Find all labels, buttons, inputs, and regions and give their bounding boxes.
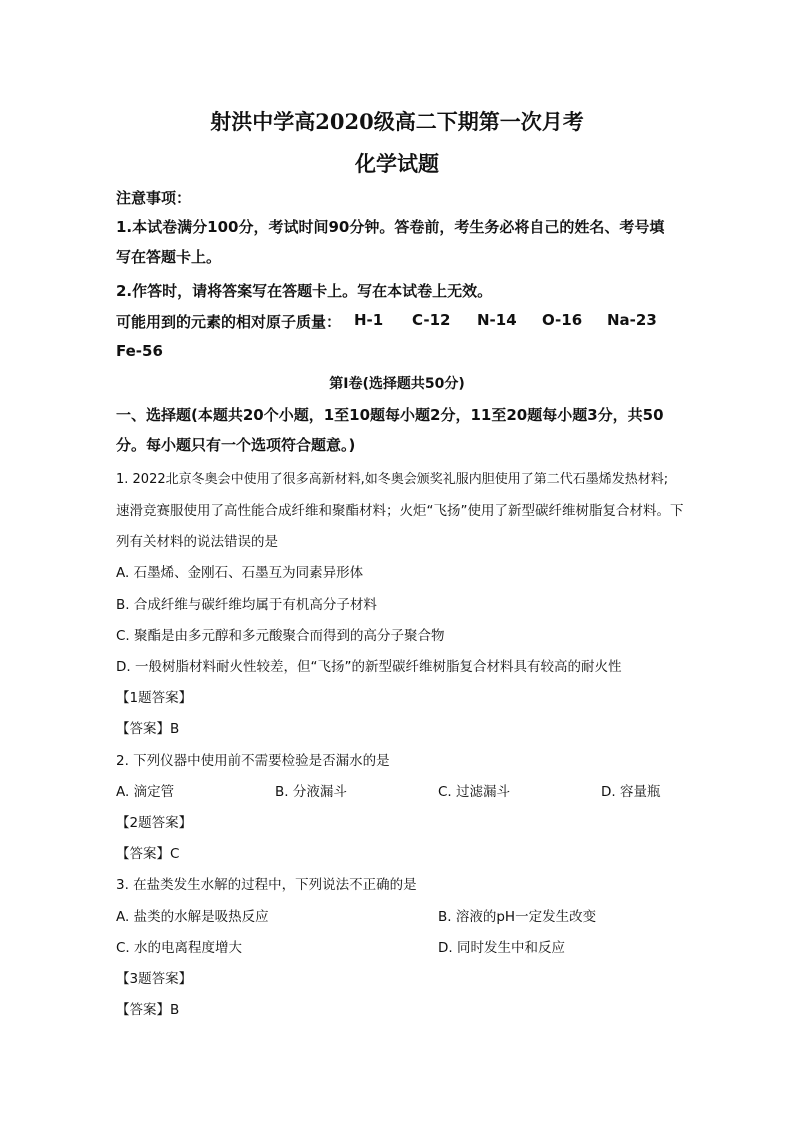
notes-heading: 注意事项： (116, 189, 192, 207)
notes-item-1-line-2: 写在答题卡上。 (116, 248, 222, 266)
question-3-option-a: A. 盐类的水解是吸热反应 (116, 909, 269, 925)
question-2-option-a: A. 滴定管 (116, 784, 175, 800)
question-3-stem: 3. 在盐类发生水解的过程中，下列说法不正确的是 (116, 877, 417, 893)
question-1-option-b: B. 合成纤维与碳纤维均属于有机高分子材料 (116, 597, 377, 613)
atomic-mass-h: H-1 (354, 311, 384, 329)
atomic-mass-fe: Fe-56 (116, 342, 163, 360)
atomic-masses-label: 可能用到的元素的相对原子质量： (116, 313, 342, 331)
question-1-option-d: D. 一般树脂材料耐火性较差，但“飞扬”的新型碳纤维树脂复合材料具有较高的耐火性 (116, 659, 622, 675)
exam-subtitle: 化学试题 (355, 151, 439, 176)
question-1-line-3: 列有关材料的说法错误的是 (116, 534, 278, 550)
question-1-option-c: C. 聚酯是由多元醇和多元酸聚合而得到的高分子聚合物 (116, 628, 445, 644)
notes-item-2: 2.作答时，请将答案写在答题卡上。写在本试卷上无效。 (116, 282, 493, 300)
section-instruction-line-1: 一、选择题(本题共20个小题，1至10题每小题2分，11至20题每小题3分，共50 (116, 406, 664, 424)
question-2-stem: 2. 下列仪器中使用前不需要检验是否漏水的是 (116, 753, 390, 769)
question-1-answer: 【答案】B (116, 721, 180, 737)
question-3-option-d: D. 同时发生中和反应 (438, 940, 565, 956)
question-3-option-c: C. 水的电离程度增大 (116, 940, 243, 956)
question-2-answer: 【答案】C (116, 846, 180, 862)
question-2-option-c: C. 过滤漏斗 (438, 784, 511, 800)
question-2-answer-tag: 【2题答案】 (116, 815, 193, 831)
question-1-option-a: A. 石墨烯、金刚石、石墨互为同素异形体 (116, 565, 364, 581)
atomic-mass-na: Na-23 (607, 311, 657, 329)
exam-title: 射洪中学高2020级高二下期第一次月考 (210, 109, 584, 134)
notes-item-1-line-1: 1.本试卷满分100分，考试时间90分钟。答卷前，考生务必将自己的姓名、考号填 (116, 218, 665, 236)
question-3-answer-tag: 【3题答案】 (116, 971, 193, 987)
question-2-option-b: B. 分液漏斗 (275, 784, 347, 800)
atomic-mass-o: O-16 (542, 311, 583, 329)
atomic-mass-n: N-14 (477, 311, 517, 329)
question-1-answer-tag: 【1题答案】 (116, 690, 193, 706)
atomic-mass-c: C-12 (412, 311, 451, 329)
question-3-option-b: B. 溶液的pH一定发生改变 (438, 909, 597, 925)
section-title: 第Ⅰ卷(选择题共50分) (329, 376, 465, 392)
question-1-line-1: 1. 2022北京冬奥会中使用了很多高新材料,如冬奥会颁奖礼服内胆使用了第二代石墨烯发热材料; (116, 472, 669, 487)
question-3-answer: 【答案】B (116, 1002, 180, 1018)
section-instruction-line-2: 分。每小题只有一个选项符合题意。) (116, 436, 356, 454)
question-2-option-d: D. 容量瓶 (601, 784, 661, 800)
question-1-line-2: 速滑竞赛服使用了高性能合成纤维和聚酯材料；火炬“飞扬”使用了新型碳纤维树脂复合材料。下 (116, 503, 684, 519)
